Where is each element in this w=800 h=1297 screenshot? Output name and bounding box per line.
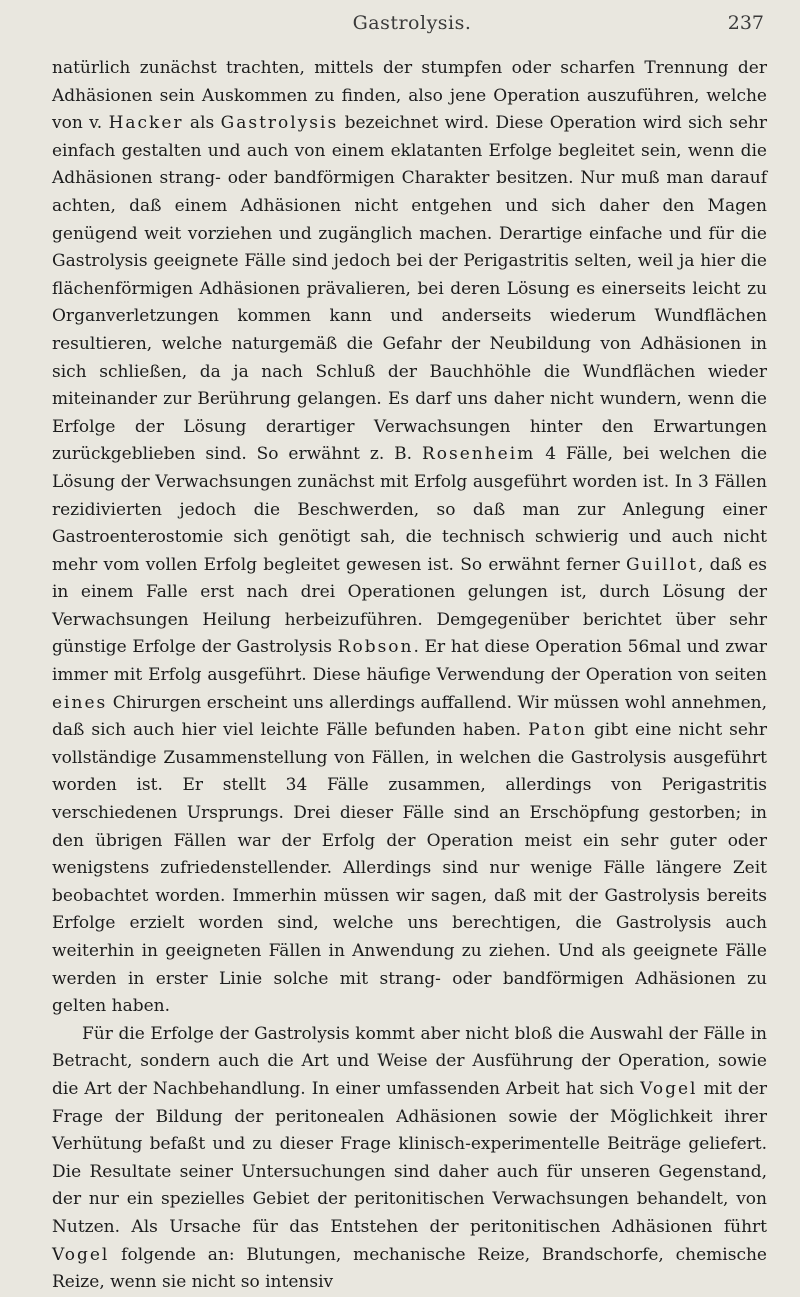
text-segment: als bbox=[183, 113, 221, 134]
author-name: eines bbox=[52, 692, 108, 713]
author-name: Vogel bbox=[640, 1078, 698, 1099]
author-name: Hacker bbox=[108, 113, 184, 134]
text-segment: Für die Erfolge der Gastrolysis kommt aber nicht bloß die Auswahl der Fälle in Betracht, sondern auch die Art und Weise der Ausführung der Operation, sowie die Art der Nachbehandlung. In einer umfassenden Arbeit hat sich bbox=[52, 1023, 767, 1099]
author-name: Vogel bbox=[52, 1244, 110, 1265]
text-segment: . Er hat diese Operation 56mal und zwar immer mit Erfolg ausgeführt. Diese häufige Verwendung der Operation von seiten bbox=[52, 637, 767, 686]
author-name: Guillot bbox=[626, 554, 698, 575]
text-segment: folgende an: Blutungen, mechanische Reize, Brandschorfe, chemische Reize, wenn sie nicht so intensiv bbox=[52, 1244, 767, 1293]
page-number: 237 bbox=[727, 12, 764, 34]
text-segment: , daß es in einem Falle erst nach drei Operationen gelungen ist, durch Lösung der Verwachsungen Heilung herbeizuführen. Demgegenüber berichtet über sehr günstige Erfolge der Gastrolysis bbox=[52, 554, 768, 658]
page-header bbox=[52, 12, 772, 38]
text-segment: natürlich zunächst trachten, mittels der stumpfen oder scharfen Trennung der Adhäsionen sein Auskommen zu finden, also jene Operation auszuführen, welche von v. bbox=[52, 58, 767, 134]
text-segment: bezeichnet wird. Diese Operation wird sich sehr einfach gestalten und auch von einem eklatanten Erfolge begleitet sein, wenn die Adhäsionen strang- oder bandförmigen Charakter besitzen. Nur muß man darauf achten, daß einem Adhäsionen nicht entgehen und sich daher den Magen genügend weit vorziehen und zugänglich machen. Derartige einfache und für die Gastrolysis geeignete Fälle sind jedoch bei der Perigastritis selten, weil ja hier die flächenförmigen Adhäsionen prävalieren, bei deren Lösung es einerseits leicht zu Organverletzungen kommen kann und anderseits wiederum Wundflächen resultieren, welche naturgemäß die Gefahr der Neubildung von Adhäsionen in sich schließen, da ja nach Schluß der Bauchhöhle die Wundflächen wieder miteinander zur Berührung gelangen. Es darf uns daher nicht wundern, wenn die Erfolge der Lösung derartiger Verwachsungen hinter den Erwartungen zurückgeblieben sind. So erwähnt z. B. bbox=[52, 113, 767, 465]
paragraph bbox=[52, 1021, 767, 1297]
text-segment: Chirurgen erscheint uns allerdings auffallend. Wir müssen wohl annehmen, daß sich auch hier viel leichte Fälle befunden haben. bbox=[52, 692, 767, 741]
author-name: Rosenheim bbox=[421, 444, 536, 465]
author-name: Paton bbox=[528, 720, 587, 741]
text-segment: gibt eine nicht sehr vollständige Zusammenstellung von Fällen, in welchen die Gastrolysis ausgeführt worden ist. Er stellt 34 Fälle zusammen, allerdings von Perigastritis verschiedenen Ursprungs. Drei dieser Fälle sind an Erschöpfung gestorben; in den übrigen Fällen war der Erfolg der Operation meist ein sehr guter oder wenigstens zufriedenstellender. Allerdings sind nur wenige Fälle längere Zeit beobachtet worden. Immerhin müssen wir sagen, daß mit der Gastrolysis bereits Erfolge erzielt worden sind, welche uns berechtigen, die Gastrolysis auch weiterhin in geeigneten Fällen in Anwendung zu ziehen. Und als geeignete Fälle werden in erster Linie solche mit strang- oder bandförmigen Adhäsionen zu gelten haben. bbox=[52, 720, 768, 1017]
author-name: Gastrolysis bbox=[220, 113, 339, 134]
author-name: Robson bbox=[337, 637, 414, 658]
running-title: Gastrolysis. bbox=[352, 12, 472, 34]
text-segment: mit der Frage der Bildung der peritonealen Adhäsionen sowie der Möglichkeit ihrer Verhütung befaßt und zu dieser Frage klinisch-experimentelle Beiträge geliefert. Die Resultate seiner Untersuchungen sind daher auch für unseren Gegenstand, der nur ein spezielles Gebiet der peritonitischen Verwachsungen behandelt, von Nutzen. Als Ursache für das Entstehen der peritonitischen Adhäsionen führt bbox=[52, 1078, 767, 1237]
paragraph bbox=[52, 55, 767, 1021]
body-text bbox=[52, 55, 767, 1297]
text-segment: 4 Fälle, bei welchen die Lösung der Verwachsungen zunächst mit Erfolg ausgeführt worden ist. In 3 Fällen rezidivierten jedoch die Beschwerden, so daß man zur Anlegung einer Gastroenterostomie sich genötigt sah, die technisch schwierig und auch nicht mehr vom vollen Erfolg begleitet gewesen ist. So erwähnt ferner bbox=[52, 444, 768, 575]
